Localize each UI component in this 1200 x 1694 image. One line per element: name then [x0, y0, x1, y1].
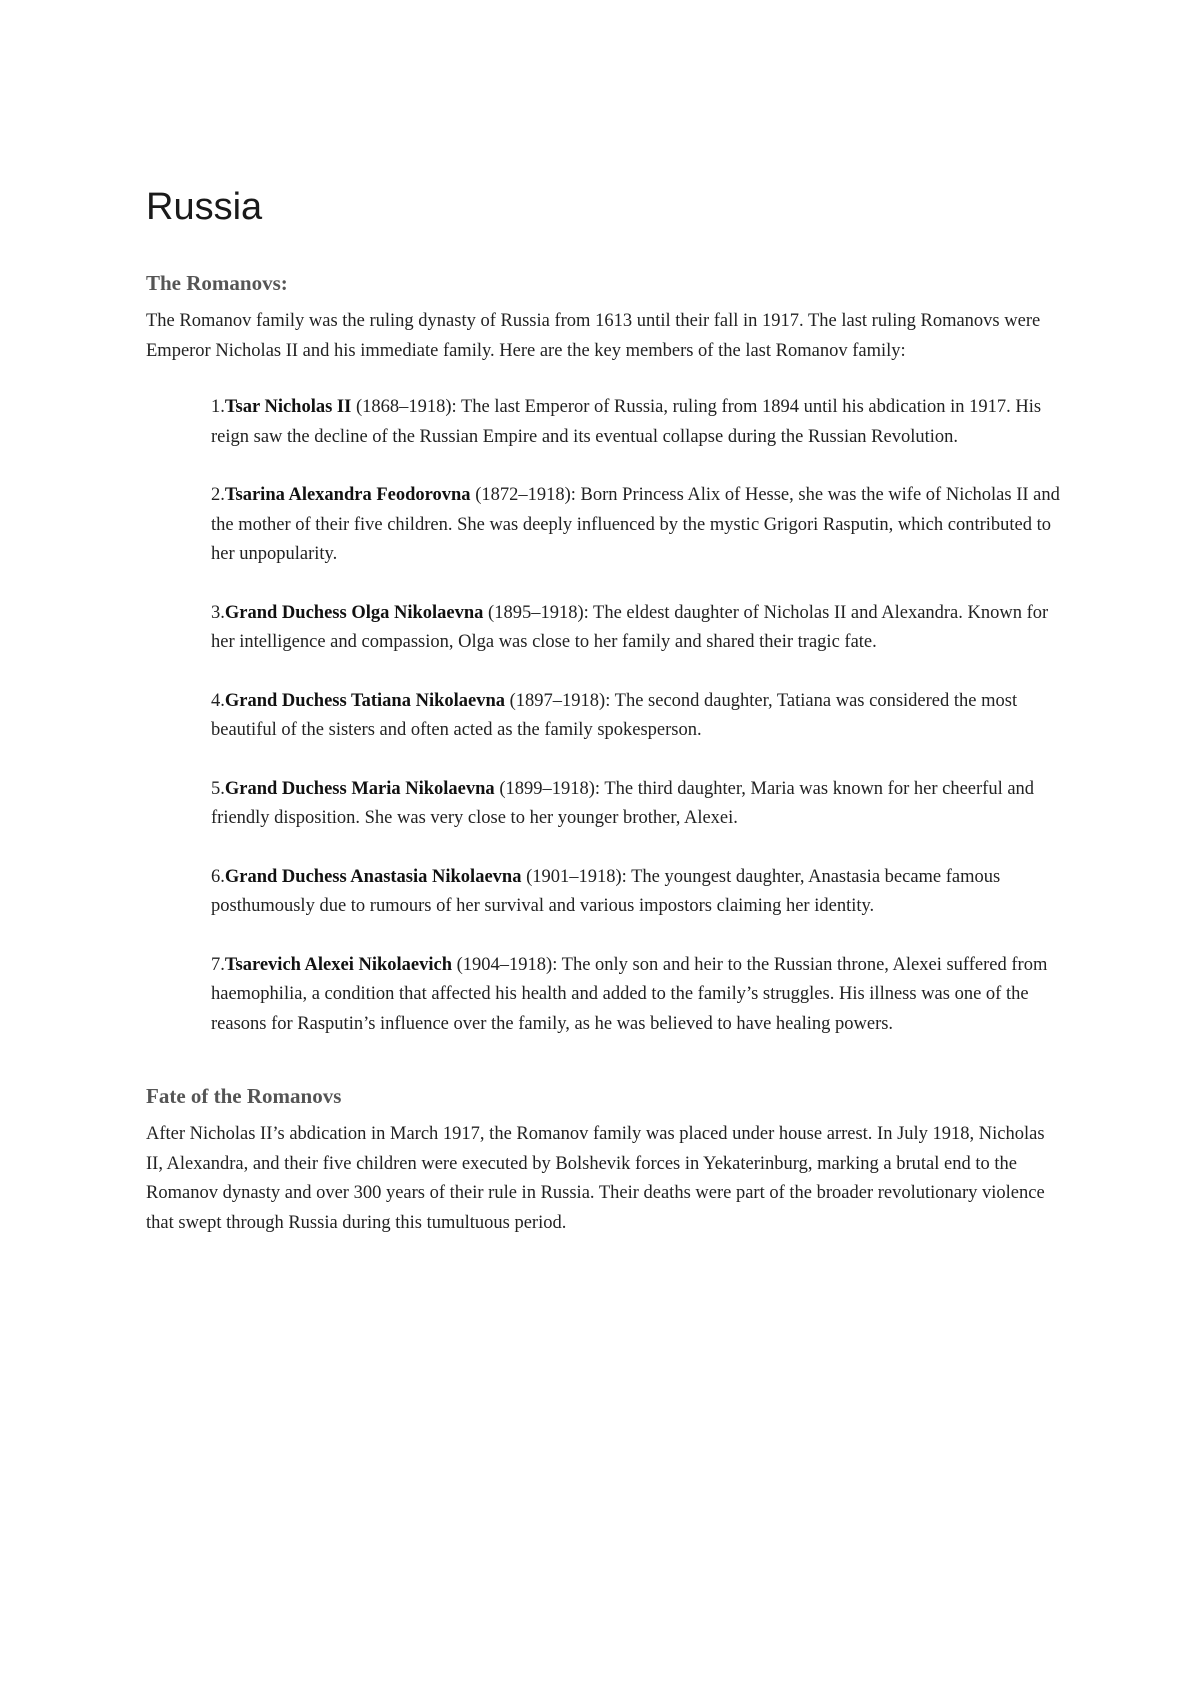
list-item: [211, 393, 1060, 452]
member-description: (1897–1918): The second daughter, Tatiana was considered the most beautiful of the sisters and often acted as the family spokesperson.: [211, 690, 1018, 740]
list-item-number: 2.: [211, 485, 225, 505]
member-description: (1899–1918): The third daughter, Maria was known for her cheerful and friendly disposition. She was very close to her younger brother, Alexei.: [211, 778, 1035, 828]
member-name: Tsarina Alexandra Feodorovna: [224, 485, 471, 505]
section-heading-romanovs: The Romanovs:: [146, 271, 288, 295]
list-item: [211, 687, 1060, 746]
list-item-number: 4.: [211, 690, 225, 711]
member-description: (1895–1918): The eldest daughter of Nicholas II and Alexandra. Known for her intelligence and compassion, Olga was close to her family and shared their tragic fate.: [211, 602, 1049, 652]
intro-paragraph: The Romanov family was the ruling dynasty of Russia from 1613 until their fall in 1917. The last ruling Romanovs were Emperor Nicholas II and his immediate family. Here are the key members of the last Romanov family:: [146, 311, 1041, 361]
list-item: [211, 599, 1060, 658]
document-title: Russia: [146, 186, 263, 228]
list-item-number: 6.: [211, 866, 225, 887]
list-item-number: 1.: [211, 397, 225, 417]
member-name: Grand Duchess Maria Nikolaevna: [224, 778, 495, 799]
list-item-number: 7.: [211, 954, 225, 975]
list-item: [211, 951, 1060, 1040]
member-description: (1868–1918): The last Emperor of Russia, ruling from 1894 until his abdication in 1917. His reign saw the decline of the Russian Empire and its eventual collapse during the Russian Revolution.: [211, 397, 1042, 447]
member-name: Grand Duchess Olga Nikolaevna: [224, 602, 484, 623]
section-heading-fate: Fate of the Romanovs: [146, 1084, 342, 1108]
list-item: [211, 863, 1060, 922]
fate-paragraph: After Nicholas II’s abdication in March 1917, the Romanov family was placed under house arrest. In July 1918, Nicholas II, Alexandra, and their five children were executed by Bolshevik forces in Yekaterinburg, marking a brutal end to the Romanov dynasty and over 300 years of their rule in Russia. Their deaths were part of the broader revolutionary violence that swept through Russia during this tumultuous period.: [146, 1124, 1045, 1233]
list-item: [211, 775, 1060, 834]
list-item-number: 5.: [211, 778, 225, 799]
member-description: (1901–1918): The youngest daughter, Anastasia became famous posthumously due to rumours of her survival and various impostors claiming her identity.: [211, 866, 1001, 916]
member-description: (1904–1918): The only son and heir to the Russian throne, Alexei suffered from haemophilia, a condition that affected his health and added to the family’s struggles. His illness was one of the reasons for Rasputin’s influence over the family, as he was believed to have healing powers.: [211, 954, 1048, 1034]
member-description: (1872–1918): Born Princess Alix of Hesse, she was the wife of Nicholas II and the mother of their five children. She was deeply influenced by the mystic Grigori Rasputin, which contributed to her unpopularity.: [211, 485, 1060, 564]
member-name: Grand Duchess Anastasia Nikolaevna: [224, 866, 522, 887]
member-name: Tsarevich Alexei Nikolaevich: [224, 954, 453, 975]
member-name: Grand Duchess Tatiana Nikolaevna: [224, 690, 506, 711]
member-name: Tsar Nicholas II: [224, 397, 352, 417]
list-item-number: 3.: [211, 602, 225, 623]
list-item: [211, 481, 1060, 570]
members-list: [211, 393, 1060, 1039]
